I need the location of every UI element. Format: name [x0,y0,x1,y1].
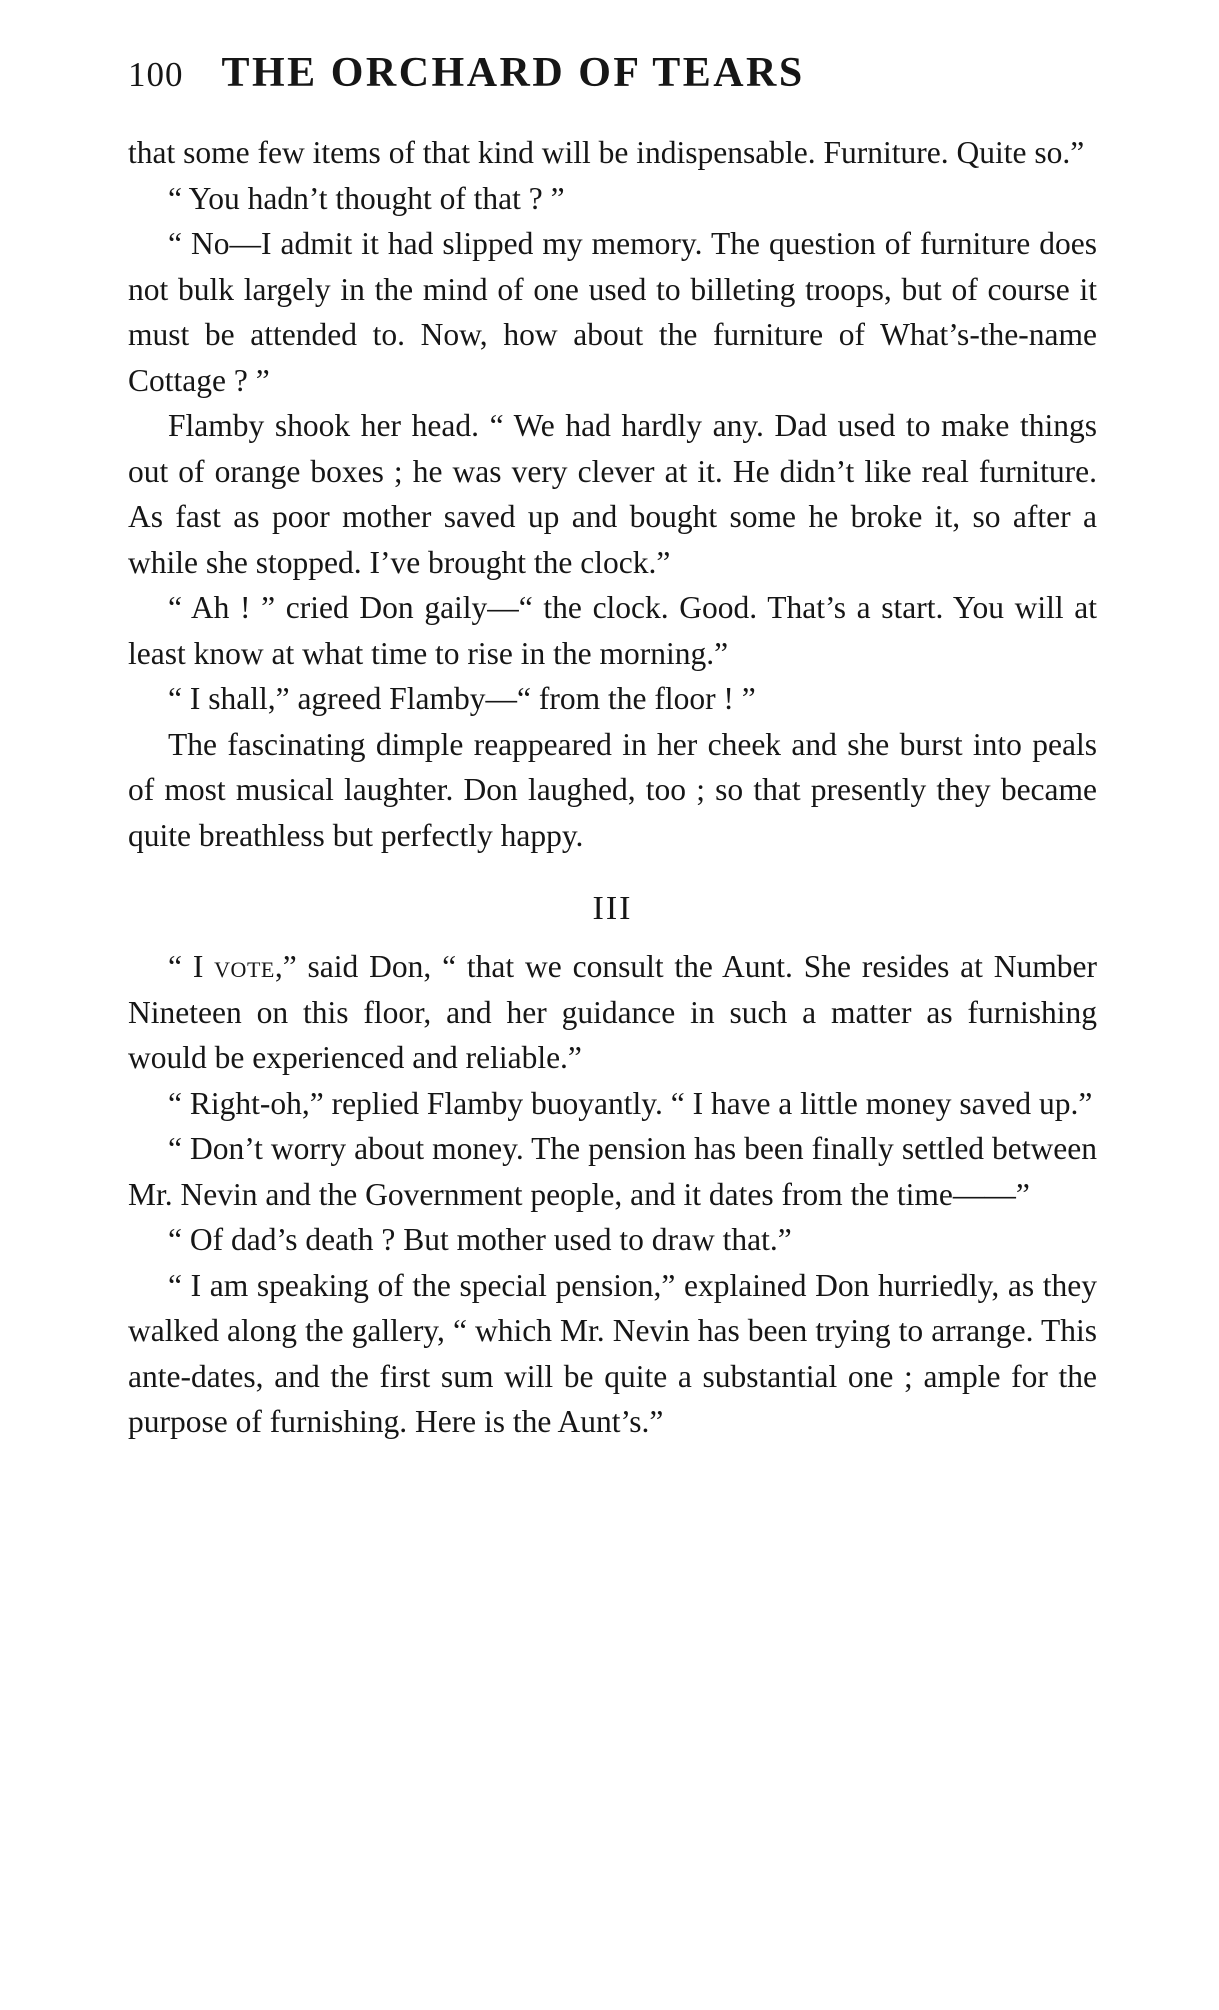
paragraph: “ You hadn’t thought of that ? ” [168,180,565,216]
page-number: 100 [128,55,184,94]
running-title: THE ORCHARD OF TEARS [221,50,805,96]
paragraph: Flamby shook her head. “ We had hardly any. Dad used to make things out of orange boxes ; he was very clever at it. He didn’t like real furniture. As fast as poor mother saved up and bought some he broke it, so after a while she stopped. I’ve brought the clock.” [128,408,1097,580]
paragraph: “ Right-oh,” replied Flamby buoyantly. “ I have a little money saved up.” [168,1085,1093,1121]
paragraph: “ I shall,” agreed Flamby—“ from the floor ! ” [168,681,756,716]
paragraph: “ Ah ! ” cried Don gaily—“ the clock. Good. That’s a start. You will at least know at what time to rise in the morning.” [128,590,1097,671]
paragraph: “ Don’t worry about money. The pension has been finally settled between Mr. Nevin and the Government people, and it dates from the time——” [128,1131,1097,1212]
paragraph: that some few items of that kind will be indispensable. Furniture. Quite so.” [128,135,1085,170]
book-page [0,52,1219,2010]
paragraph: The fascinating dimple reappeared in her cheek and she burst into peals of most musical laughter. Don laughed, too ; so that presently they became quite breathless but perfectly happy. [128,726,1097,853]
paragraph-lead-quote: “ I [168,949,215,984]
paragraph-rest: ,” said Don, “ that we consult the Aunt. She resides at Number Nineteen on this floor, and her guidance in such a matter as furnishing would be experienced and reliable.” [128,949,1097,1075]
paragraph-smallcaps-word: vote [214,949,275,984]
paragraph: “ I am speaking of the special pension,” explained Don hurriedly, as they walked along the gallery, “ which Mr. Nevin has been trying to arrange. This ante-dates, and the first sum will be quite a substantial one ; ample for the purpose of furnishing. Here is the Aunt’s.” [128,1267,1097,1439]
paragraph [128,944,1097,1081]
section-number: III [592,890,633,927]
page-header [0,52,1219,94]
paragraph: “ Of dad’s death ? But mother used to draw that.” [168,1222,792,1257]
paragraph: “ No—I admit it had slipped my memory. The question of furniture does not bulk largely in the mind of one used to billeting troops, but of course it must be attended to. Now, how about the furniture of What’s-the-name Cottage ? ” [128,226,1097,398]
body-text-block [0,130,1219,1445]
